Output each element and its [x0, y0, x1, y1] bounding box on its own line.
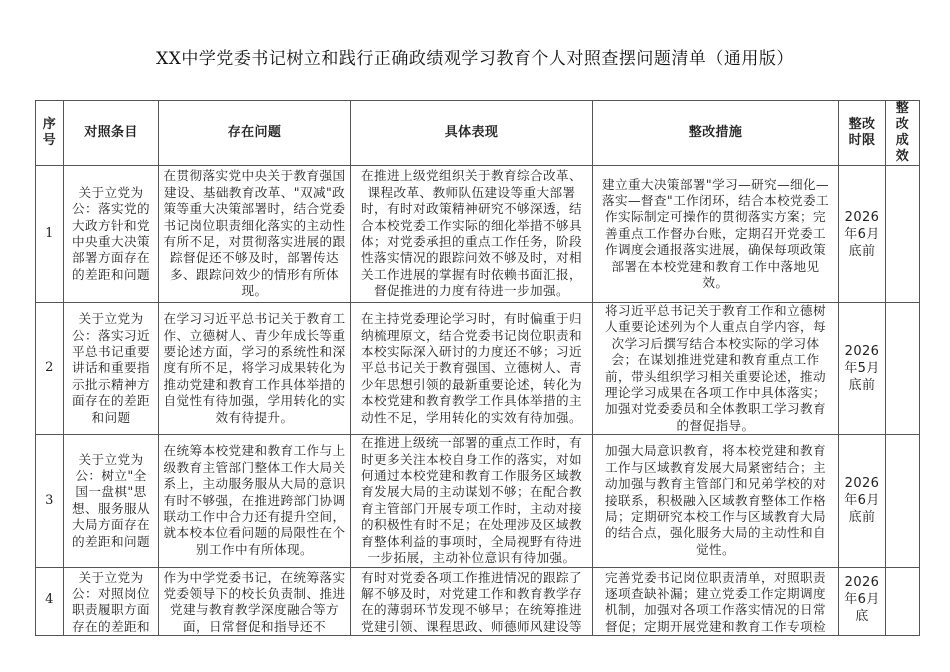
- check-item: 关于立党为公：落实习近平总书记重要讲话和重要指示批示精神方面存在的差距和问题: [64, 303, 159, 435]
- specific-detail: 有时对党委各项工作推进情况的跟踪了解不够及时，对党建工作和教育教学存在的薄弱环节发现不够早；在统筹推进党建引领、课程思政、师德师风建设等: [351, 567, 593, 636]
- deadline: 2026年6月底: [839, 567, 886, 636]
- table-row: [36, 166, 920, 303]
- header-no: 序号: [36, 101, 64, 166]
- existing-problem: 在贯彻落实党中央关于教育强国建设、基础教育改革、"双减"政策等重大决策部署时，结合党委书记岗位职责细化落实的主动性有所不足，对贯彻落实进展的跟踪督促还不够及时，部署传达多、跟踪问效少的情形有所体现。: [159, 166, 351, 303]
- rectification-measure: 将习近平总书记关于教育工作和立德树人重要论述列为个人重点自学内容，每次学习后撰写结合本校实际的学习体会；在谋划推进党建和教育重点工作前，带头组织学习相关重要论述，推动理论学习成果在各项工作中具体落实；加强对党委委员和全体教职工学习教育的督促指导。: [593, 303, 839, 435]
- specific-detail: 在推进上级统一部署的重点工作时，有时更多关注本校自身工作的落实，对如何通过本校党建和教育工作服务区域教育发展大局的主动谋划不够；在配合教育主管部门开展专项工作时，主动对接的积极性有时不足；在处理涉及区域教育整体利益的事项时，全局视野有待进一步拓展，主动补位意识有待加强。: [351, 435, 593, 567]
- result: [886, 567, 920, 636]
- rectification-measure: 建立重大决策部署"学习—研究—细化—落实—督查"工作闭环，结合本校党委工作实际制定可操作的贯彻落实方案；完善重点工作督办台账，定期召开党委工作调度会通报落实进展，确保每项政策部署在本校党建和教育工作中落地见效。: [593, 166, 839, 303]
- rectification-measure: 完善党委书记岗位职责清单，对照职责逐项查缺补漏；建立党委工作定期调度机制，加强对各项工作落实情况的日常督促；定期开展党建和教育工作专项检: [593, 567, 839, 636]
- table-row: [36, 435, 920, 567]
- result: [886, 303, 920, 435]
- row-number: 3: [36, 435, 64, 567]
- rectification-measure: 加强大局意识教育，将本校党建和教育工作与区域教育发展大局紧密结合；主动加强与教育主管部门和兄弟学校的对接联系，积极融入区域教育整体工作格局；定期研究本校工作与区域教育大局的结合点，强化服务大局的主动性和自觉性。: [593, 435, 839, 567]
- table-header-row: [36, 101, 920, 166]
- result: [886, 435, 920, 567]
- check-item: 关于立党为公：树立"全国一盘棋"思想、服务服从大局方面存在的差距和问题: [64, 435, 159, 567]
- deadline: 2026年6月底前: [839, 166, 886, 303]
- specific-detail: 在推进上级党组织关于教育综合改革、课程改革、教师队伍建设等重大部署时，有时对政策精神研究不够深透，结合本校党委工作实际的细化举措不够具体；对党委承担的重点工作任务，阶段性落实情况的跟踪问效不够及时，对相关工作进展的掌握有时依赖书面汇报，督促推进的力度有待进一步加强。: [351, 166, 593, 303]
- document-title: XX中学党委书记树立和践行正确政绩观学习教育个人对照查摆问题清单（通用版）: [156, 49, 794, 69]
- header-problem: 存在问题: [159, 101, 351, 166]
- existing-problem: 在学习习近平总书记关于教育工作、立德树人、青少年成长等重要论述方面，学习的系统性和深度有所不足，将学习成果转化为推动党建和教育工作具体举措的自觉性有待加强，学用转化的实效有待提升。: [159, 303, 351, 435]
- check-item: 关于立党为公：对照岗位职责履职方面存在的差距和: [64, 567, 159, 636]
- specific-detail: 在主持党委理论学习时，有时偏重于归纳梳理原文，结合党委书记岗位职责和本校实际深入研讨的力度还不够；习近平总书记关于教育强国、立德树人、青少年思想引领的最新重要论述，转化为本校党建和教育教学工作具体举措的主动性不足，学用转化的实效有待加强。: [351, 303, 593, 435]
- checklist-table-container: [35, 100, 919, 636]
- existing-problem: 作为中学党委书记，在统筹落实党委领导下的校长负责制、推进党建与教育教学深度融合等方面，日常督促和指导还不: [159, 567, 351, 636]
- row-number: 4: [36, 567, 64, 636]
- result: [886, 166, 920, 303]
- row-number: 2: [36, 303, 64, 435]
- deadline: 2026年6月底前: [839, 435, 886, 567]
- deadline: 2026年5月底前: [839, 303, 886, 435]
- check-item: 关于立党为公：落实党的大政方针和党中央重大决策部署方面存在的差距和问题: [64, 166, 159, 303]
- header-measure: 整改措施: [593, 101, 839, 166]
- header-deadline: 整改时限: [839, 101, 886, 166]
- checklist-table: [35, 100, 920, 636]
- existing-problem: 在统筹本校党建和教育工作与上级教育主管部门整体工作大局关系上，主动服务服从大局的意识有时不够强，在推进跨部门协调联动工作中合力还有提升空间，就本校本位看问题的局限性在个别工作中有所体现。: [159, 435, 351, 567]
- table-row: [36, 303, 920, 435]
- table-row: [36, 567, 920, 636]
- header-item: 对照条目: [64, 101, 159, 166]
- header-result: 整改成效: [886, 101, 920, 166]
- header-detail: 具体表现: [351, 101, 593, 166]
- row-number: 1: [36, 166, 64, 303]
